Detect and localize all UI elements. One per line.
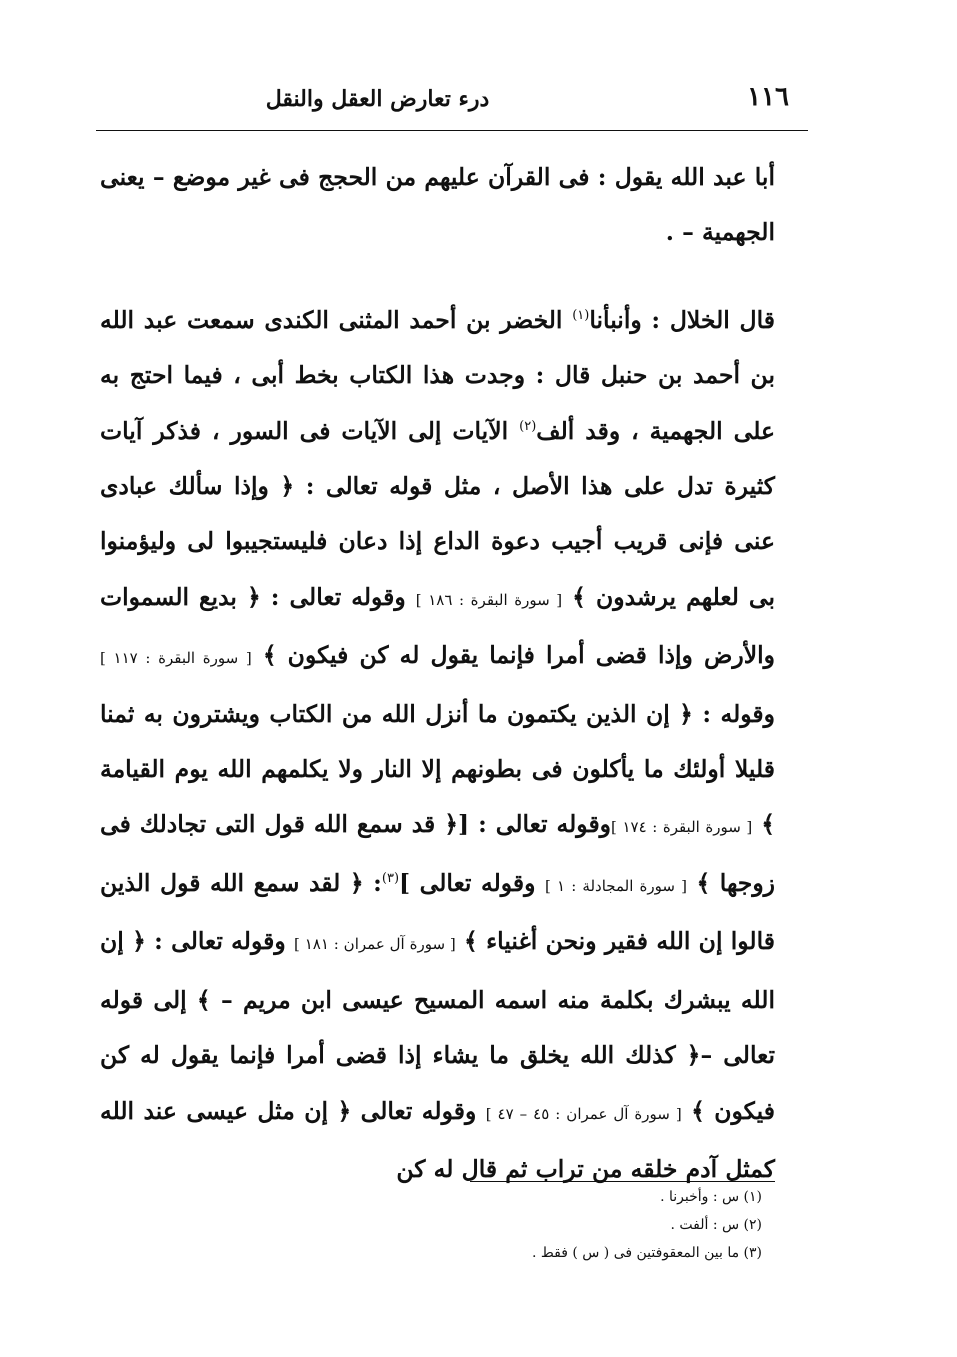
quran-citation: [ سورة آل عمران : ٤٥ – ٤٧ ] bbox=[485, 1104, 682, 1123]
footnote-3: (٣) ما بين المعقوفتين فى ( س ) فقط . bbox=[531, 1245, 762, 1261]
main-text bbox=[100, 150, 775, 1197]
footnote-marker-3[interactable]: (٣) bbox=[381, 871, 400, 887]
footnote-marker-2[interactable]: (٢) bbox=[519, 418, 537, 434]
page-header bbox=[96, 82, 789, 126]
text-segment: قال الخلال : وأنبأنا bbox=[589, 305, 775, 334]
text-segment: وقوله تعالى ] bbox=[399, 868, 546, 897]
text-segment: وقوله تعالى : [﴿ قد سمع الله قول التى تجادلك فى زوجها ﴾ bbox=[100, 810, 776, 897]
text-segment: وقوله تعالى ﴿ إن مثل عيسى عند الله كمثل آدم خلقه من تراب ثم قال له كن bbox=[100, 1096, 775, 1183]
quran-citation: [ سورة البقرة : ١١٧ ] bbox=[100, 649, 252, 668]
paragraph-1: أبا عبد الله يقول : فى القرآن عليهم من الحجج فى غير موضع – يعنى الجهمية – . bbox=[100, 163, 775, 247]
text-segment: وقوله : ﴿ إن الذين يكتمون ما أنزل الله من الكتاب ويشترون به ثمنا قليلا أولئك ما يأكلون فى بطونهم إلا النار ولا يكلمهم الله يوم القيامة ﴾ bbox=[100, 699, 776, 839]
quran-citation: [ سورة المجادلة : ١ ] bbox=[545, 876, 687, 895]
paragraph-gap bbox=[100, 261, 775, 293]
running-title: درء تعارض العقل والنقل bbox=[265, 86, 490, 112]
footnote-2: (٢) س : ألفت . bbox=[670, 1217, 762, 1233]
quran-citation: [ سورة البقرة : ١٧٤ ] bbox=[611, 818, 753, 837]
text-segment: الخضر بن أحمد المثنى الكندى سمعت عبد الله بن أحمد بن حنبل قال : وجدت هذا الكتاب بخط أبى ، فيما احتج به على الجهمية ، وقد ألف bbox=[100, 305, 775, 445]
text-segment: وقوله تعالى : ﴿ بديع السموات والأرض وإذا قضى أمرا فإنما يقول له كن فيكون ﴾ bbox=[100, 582, 775, 670]
header-rule bbox=[96, 130, 808, 131]
quran-citation: [ سورة البقرة : ١٨٦ ] bbox=[415, 590, 563, 609]
paragraph-2 bbox=[100, 293, 775, 1198]
footnote-rule bbox=[470, 1181, 775, 1182]
footnotes bbox=[300, 1183, 762, 1267]
text-segment: الآيات إلى الآيات فى السور ، فذكر آيات كثيرة تدل على هذا الأصل ، مثل قوله تعالى : ﴿ وإذا سألك عبادى عنى فإنى قريب أجيب دعوة الداع إذا دعان فليستجيبوا لى وليؤمنوا بى لعلهم يرشدون ﴾ bbox=[100, 416, 776, 611]
footnote-1: (١) س : وأخبرنا . bbox=[660, 1189, 762, 1205]
text-segment: : ﴿ لقد سمع الله قول الذين قالوا إن الله فقير ونحن أغنياء ﴾ bbox=[100, 868, 775, 956]
quran-citation: [ سورة آل عمران : ١٨١ ] bbox=[293, 935, 456, 954]
footnote-marker-1[interactable]: (١) bbox=[572, 307, 590, 323]
page-number: ١١٦ bbox=[747, 82, 789, 112]
text-segment: وقوله تعالى : ﴿ إن الله يبشرك بكلمة منه اسمه المسيح عيسى ابن مريم – ﴾ إلى قوله تعالى –﴿ كذلك الله يخلق ما يشاء إذا قضى أمرا فإنما يقول له كن فيكون ﴾ bbox=[100, 927, 775, 1125]
